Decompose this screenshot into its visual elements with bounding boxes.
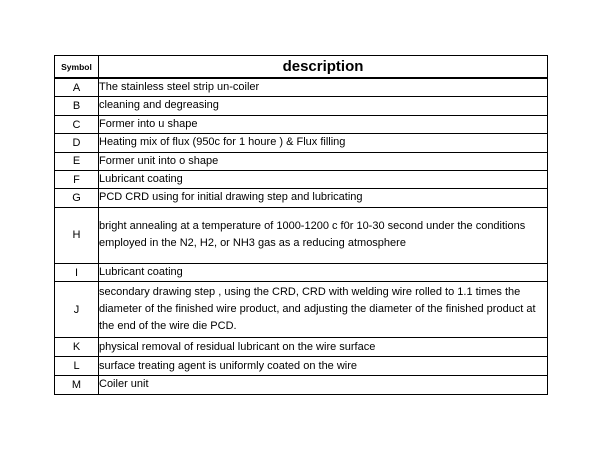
table-row — [55, 376, 548, 394]
row-description: bright annealing at a temperature of 1000-1200 c f0r 10-30 second under the conditions employed in the N2, H2, or NH3 gas as a reducing atmosphere — [99, 207, 548, 263]
row-symbol: F — [55, 171, 99, 189]
row-description: PCD CRD using for initial drawing step and lubricating — [99, 189, 548, 207]
row-description: cleaning and degreasing — [99, 97, 548, 115]
row-symbol: J — [55, 282, 99, 338]
row-description: Former into u shape — [99, 115, 548, 133]
row-description: The stainless steel strip un-coiler — [99, 78, 548, 97]
table-row — [55, 263, 548, 281]
table-row — [55, 115, 548, 133]
row-symbol: G — [55, 189, 99, 207]
table-header-row — [55, 56, 548, 79]
table-row — [55, 78, 548, 97]
row-symbol: I — [55, 263, 99, 281]
process-description-table — [54, 55, 548, 395]
row-description: Coiler unit — [99, 376, 548, 394]
row-symbol: A — [55, 78, 99, 97]
table-row — [55, 134, 548, 152]
row-description: Lubricant coating — [99, 171, 548, 189]
table-row — [55, 152, 548, 170]
row-symbol: B — [55, 97, 99, 115]
symbol-column-header: Symbol — [55, 56, 99, 79]
row-symbol: C — [55, 115, 99, 133]
row-symbol: H — [55, 207, 99, 263]
row-symbol: E — [55, 152, 99, 170]
table-row — [55, 171, 548, 189]
table-row — [55, 189, 548, 207]
row-description: Lubricant coating — [99, 263, 548, 281]
row-symbol: M — [55, 376, 99, 394]
description-column-header: description — [99, 56, 548, 79]
row-description: physical removal of residual lubricant on the wire surface — [99, 338, 548, 357]
row-symbol: K — [55, 338, 99, 357]
table-row — [55, 282, 548, 338]
table-row — [55, 97, 548, 115]
row-description: secondary drawing step , using the CRD, CRD with welding wire rolled to 1.1 times the diameter of the finished wire product, and adjusting the diameter of the finished product at the end of the wire die PCD. — [99, 282, 548, 338]
row-description: Former unit into o shape — [99, 152, 548, 170]
row-description: surface treating agent is uniformly coated on the wire — [99, 357, 548, 376]
row-symbol: L — [55, 357, 99, 376]
table-row — [55, 207, 548, 263]
row-description: Heating mix of flux (950c for 1 houre ) & Flux filling — [99, 134, 548, 152]
table-row — [55, 338, 548, 357]
table-row — [55, 357, 548, 376]
row-symbol: D — [55, 134, 99, 152]
